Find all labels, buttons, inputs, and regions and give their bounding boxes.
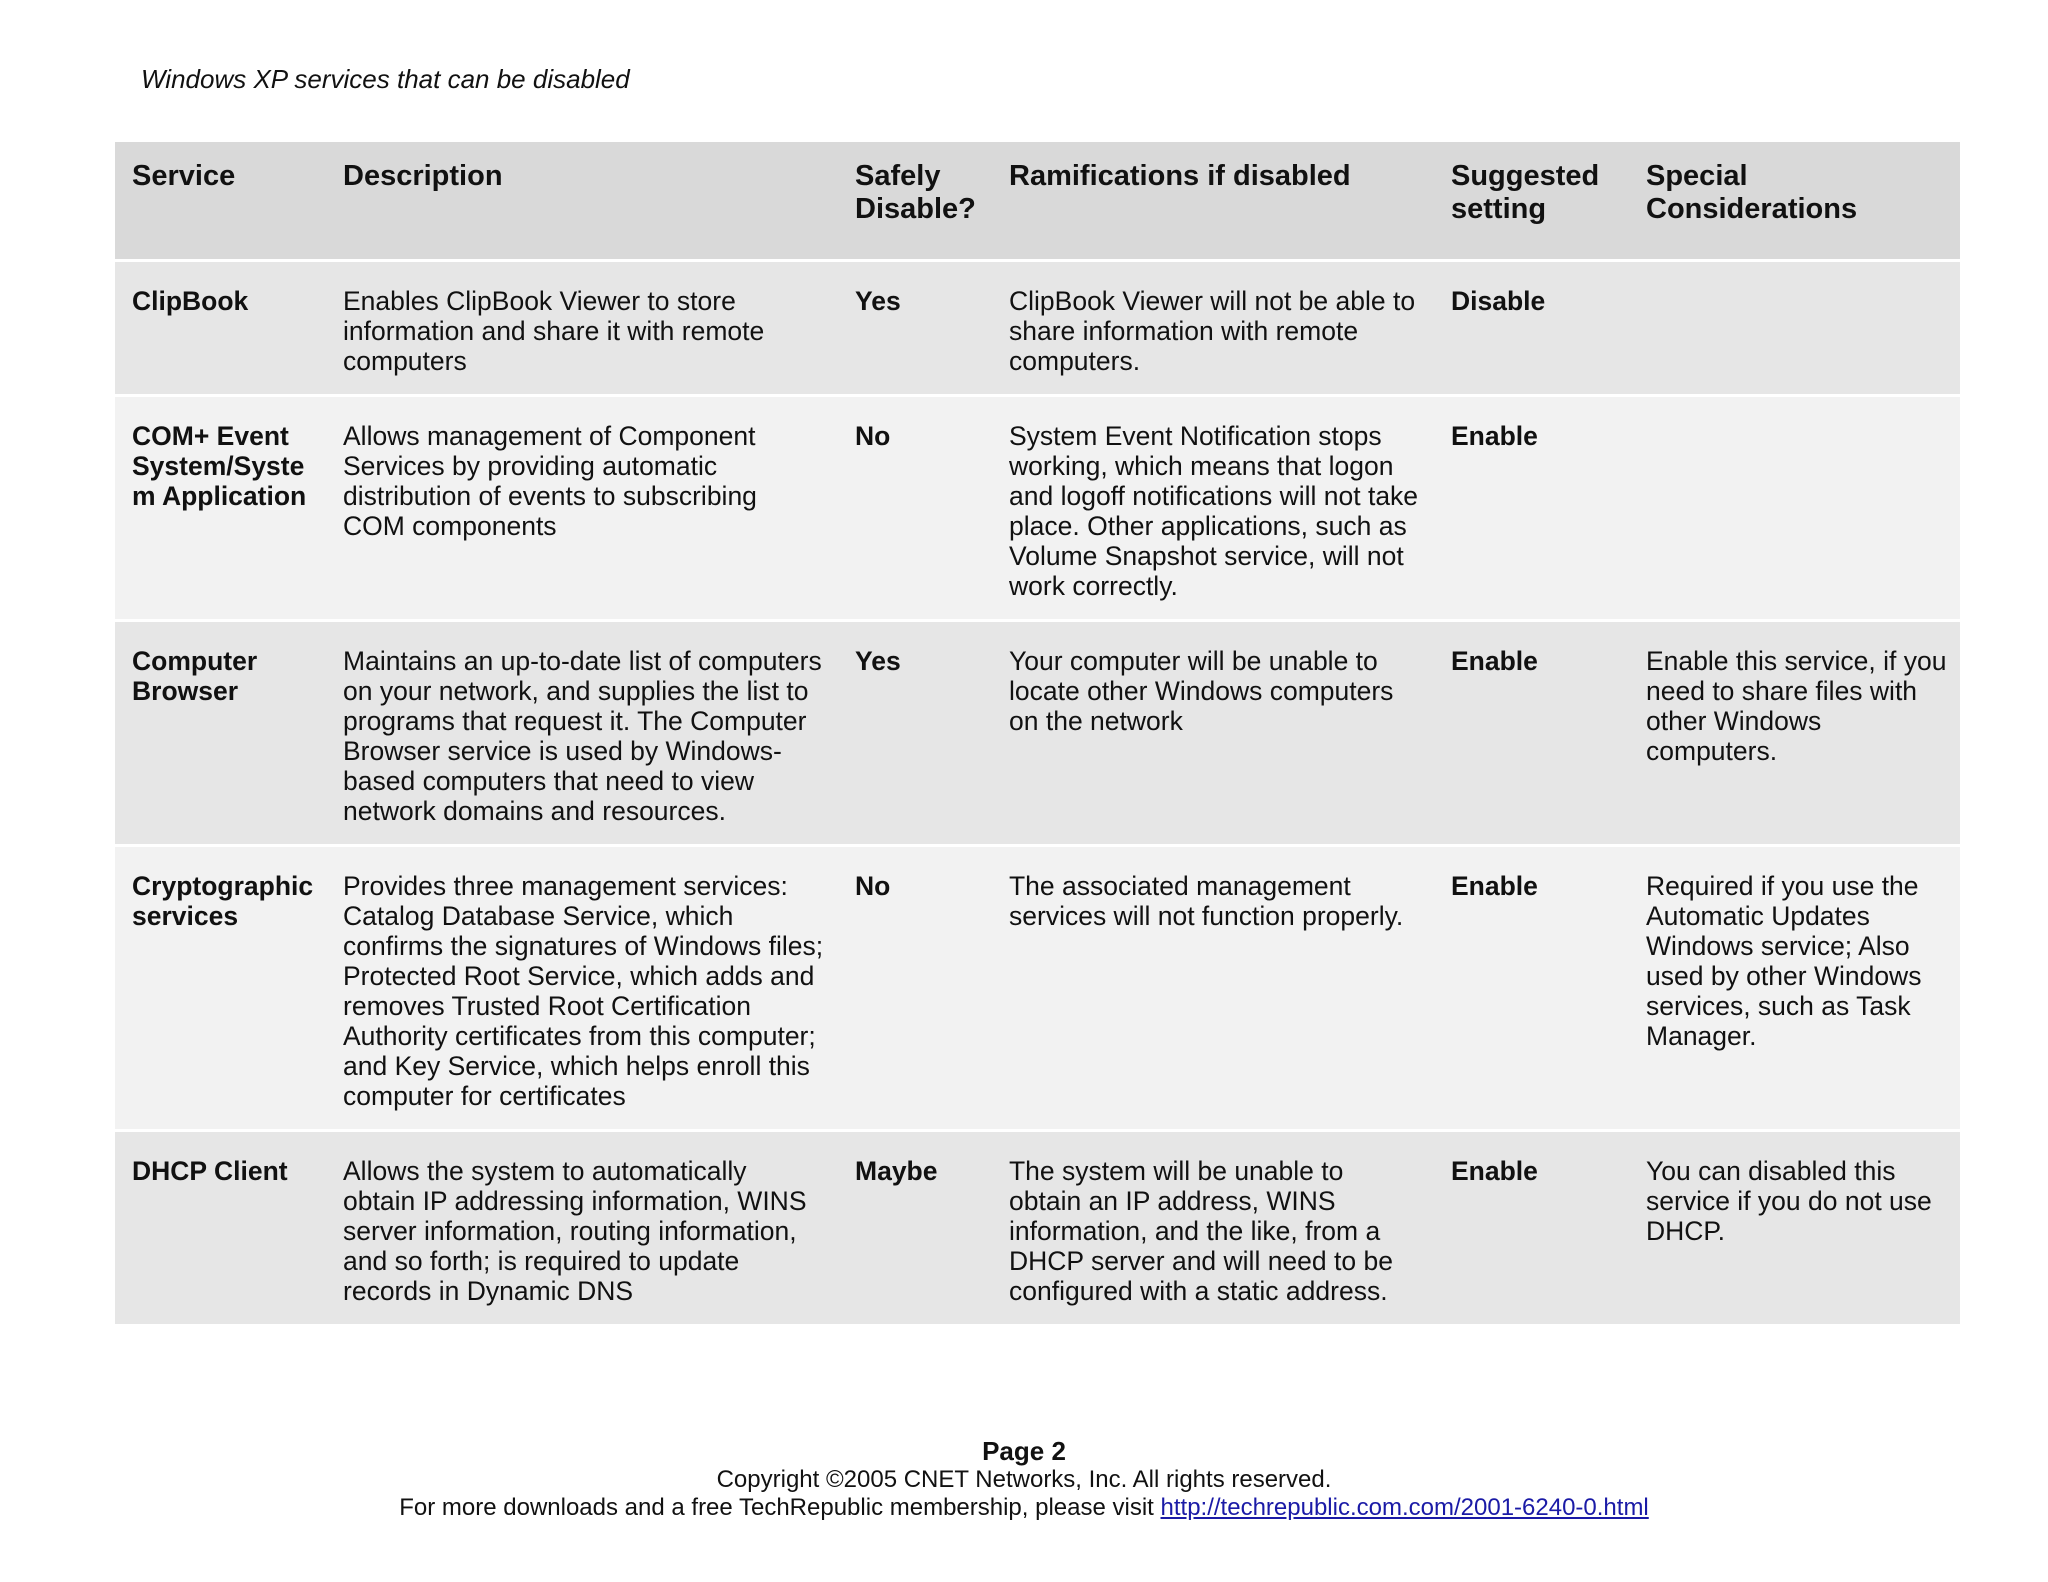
service-description: Allows the system to automatically obtain IP addressing information, WINS server information, routing information, and so forth; is required to update records in Dynamic DNS <box>326 1131 838 1326</box>
copyright-notice: Copyright ©2005 CNET Networks, Inc. All rights reserved. <box>716 1466 1332 1493</box>
suggested-setting-value: Enable <box>1434 1131 1629 1326</box>
special-considerations-text: You can disabled this service if you do not use DHCP. <box>1629 1131 1960 1326</box>
ramifications-text: The system will be unable to obtain an IP address, WINS information, and the like, from a DHCP server and will need to be configured with a static address. <box>992 1131 1434 1326</box>
table-row <box>115 621 1960 846</box>
service-name: ClipBook <box>115 261 326 396</box>
suggested-setting-value: Disable <box>1434 261 1629 396</box>
downloads-text: For more downloads and a free TechRepublic membership, please visit <box>399 1494 1161 1521</box>
ramifications-text: The associated management services will not function properly. <box>992 846 1434 1131</box>
header-suggested-setting: Suggested setting <box>1434 142 1629 261</box>
safely-disable-value: Maybe <box>838 1131 992 1326</box>
safely-disable-value: Yes <box>838 621 992 846</box>
suggested-setting-value: Enable <box>1434 621 1629 846</box>
services-table <box>115 142 1960 1327</box>
suggested-setting-value: Enable <box>1434 846 1629 1131</box>
table-row <box>115 1131 1960 1326</box>
table-header-row <box>115 142 1960 261</box>
special-considerations-text: Enable this service, if you need to share files with other Windows computers. <box>1629 621 1960 846</box>
service-description: Enables ClipBook Viewer to store information and share it with remote computers <box>326 261 838 396</box>
page-footer <box>0 1436 2048 1522</box>
special-considerations-text <box>1629 261 1960 396</box>
safely-disable-value: Yes <box>838 261 992 396</box>
document-title: Windows XP services that can be disabled <box>141 64 630 94</box>
suggested-setting-value: Enable <box>1434 396 1629 621</box>
ramifications-text: Your computer will be unable to locate other Windows computers on the network <box>992 621 1434 846</box>
table-row <box>115 396 1960 621</box>
service-name: DHCP Client <box>115 1131 326 1326</box>
service-name: Cryptographic services <box>115 846 326 1131</box>
downloads-notice <box>0 1494 2048 1522</box>
table-row <box>115 846 1960 1131</box>
ramifications-text: System Event Notification stops working, which means that logon and logoff notifications will not take place. Other applications, such as Volume Snapshot service, will not work correctly. <box>992 396 1434 621</box>
service-description: Maintains an up-to-date list of computers on your network, and supplies the list to programs that request it. The Computer Browser service is used by Windows-based computers that need to view network domains and resources. <box>326 621 838 846</box>
service-description: Provides three management services: Catalog Database Service, which confirms the signatures of Windows files; Protected Root Service, which adds and removes Trusted Root Certification Authority certificates from this computer; and Key Service, which helps enroll this computer for certificates <box>326 846 838 1131</box>
safely-disable-value: No <box>838 846 992 1131</box>
techrepublic-link[interactable]: http://techrepublic.com.com/2001-6240-0.html <box>1160 1494 1649 1521</box>
header-safely-disable: Safely Disable? <box>838 142 992 261</box>
ramifications-text: ClipBook Viewer will not be able to share information with remote computers. <box>992 261 1434 396</box>
service-description: Allows management of Component Services by providing automatic distribution of events to subscribing COM components <box>326 396 838 621</box>
header-description: Description <box>326 142 838 261</box>
service-name: COM+ Event System/System Application <box>115 396 326 621</box>
service-name: Computer Browser <box>115 621 326 846</box>
page-number: Page 2 <box>982 1436 1066 1466</box>
safely-disable-value: No <box>838 396 992 621</box>
table-row <box>115 261 1960 396</box>
special-considerations-text <box>1629 396 1960 621</box>
special-considerations-text: Required if you use the Automatic Updates Windows service; Also used by other Windows services, such as Task Manager. <box>1629 846 1960 1131</box>
header-service: Service <box>115 142 326 261</box>
header-ramifications: Ramifications if disabled <box>992 142 1434 261</box>
header-special-considerations: Special Considerations <box>1629 142 1960 261</box>
